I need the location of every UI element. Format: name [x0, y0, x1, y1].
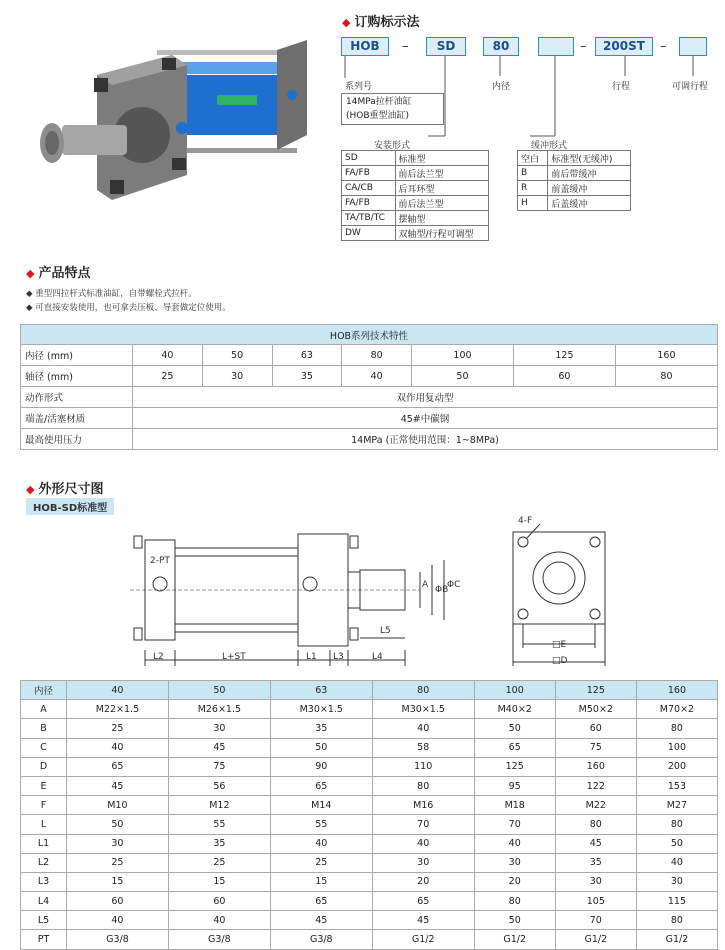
dim-cell: M30×1.5 — [270, 700, 372, 719]
dim-header-cell: 100 — [474, 681, 555, 700]
dim-cell: 70 — [555, 911, 636, 930]
dim-cell: M18 — [474, 796, 555, 815]
dim-cell: 30 — [372, 853, 474, 872]
dim-header-cell: 50 — [168, 681, 270, 700]
dim-header-cell: 40 — [66, 681, 168, 700]
spec-header-row — [21, 325, 718, 345]
spec-cell: 30 — [202, 366, 272, 387]
dim-cell: 40 — [270, 834, 372, 853]
dim-cell: G3/8 — [168, 930, 270, 949]
series-desc-line: (HOB重型油缸) — [346, 111, 410, 121]
dim-cell: 115 — [636, 892, 717, 911]
dim-cell: 55 — [168, 815, 270, 834]
dim-row — [21, 738, 718, 757]
dim-cell: 90 — [270, 757, 372, 776]
cushion-row — [518, 196, 631, 211]
dim-cell: 75 — [168, 757, 270, 776]
dim-cell: 40 — [372, 834, 474, 853]
spec-cell: 60 — [513, 366, 615, 387]
dim-row — [21, 853, 718, 872]
dim-cell: 105 — [555, 892, 636, 911]
dim-cell: 125 — [474, 757, 555, 776]
label-mount: 安装形式 — [374, 141, 411, 151]
mount-desc: 前后法兰型 — [395, 166, 489, 181]
dim-cell: G1/2 — [636, 930, 717, 949]
dim-row — [21, 872, 718, 891]
dim-cell: 110 — [372, 757, 474, 776]
dim-cell: A — [21, 700, 67, 719]
dim-cell: 45 — [555, 834, 636, 853]
code-stroke: 200ST — [595, 37, 653, 56]
mount-code: TA/TB/TC — [342, 211, 396, 226]
dim-cell: 45 — [270, 911, 372, 930]
spec-cell: 50 — [202, 345, 272, 366]
code-bore: 80 — [483, 37, 519, 56]
dim-cell: 30 — [636, 872, 717, 891]
series-desc-box — [341, 93, 444, 125]
label-cushion: 缓冲形式 — [531, 141, 568, 151]
dim-cell: 45 — [168, 738, 270, 757]
dim-cell: G3/8 — [66, 930, 168, 949]
dim-label: L5 — [380, 626, 391, 636]
dim-cell: 75 — [555, 738, 636, 757]
cushion-code: 空白 — [518, 151, 548, 166]
dim-cell: 30 — [168, 719, 270, 738]
dim-cell: 65 — [66, 757, 168, 776]
dim-cell: 80 — [555, 815, 636, 834]
dimension-table — [20, 680, 718, 950]
spec-cell: 80 — [342, 345, 412, 366]
dim-label: L4 — [372, 652, 383, 662]
dim-header-cell: 内径 — [21, 681, 67, 700]
outline-title: ◆ 外形尺寸图 — [26, 482, 104, 497]
dim-cell: 160 — [555, 757, 636, 776]
cushion-desc: 标准型(无缓冲) — [548, 151, 631, 166]
spec-row — [21, 408, 718, 429]
dim-cell: M40×2 — [474, 700, 555, 719]
dim-cell: 60 — [66, 892, 168, 911]
dim-cell: G1/2 — [474, 930, 555, 949]
dim-cell: 45 — [372, 911, 474, 930]
dim-header-cell: 80 — [372, 681, 474, 700]
spec-row — [21, 345, 718, 366]
cushion-row — [518, 166, 631, 181]
dim-cell: G3/8 — [270, 930, 372, 949]
dim-cell: 80 — [636, 911, 717, 930]
mount-row — [342, 181, 489, 196]
dim-cell: 55 — [270, 815, 372, 834]
dim-cell: M22×1.5 — [66, 700, 168, 719]
dim-cell: M50×2 — [555, 700, 636, 719]
mount-row — [342, 166, 489, 181]
spec-cell: 80 — [615, 366, 717, 387]
mount-desc: 双轴型/行程可调型 — [395, 226, 489, 241]
dim-cell: 80 — [636, 719, 717, 738]
dim-cell: 153 — [636, 776, 717, 795]
spec-label: 端盖/活塞材质 — [21, 408, 133, 429]
dim-cell: E — [21, 776, 67, 795]
dim-cell: 35 — [555, 853, 636, 872]
code-mount: SD — [426, 37, 466, 56]
spec-label: 动作形式 — [21, 387, 133, 408]
dim-cell: M22 — [555, 796, 636, 815]
spec-cell: 63 — [272, 345, 342, 366]
dim-label: L+ST — [222, 652, 246, 662]
dim-label: A — [422, 580, 429, 590]
cushion-desc: 后盖缓冲 — [548, 196, 631, 211]
diamond-icon: ◆ — [342, 16, 351, 29]
dim-cell: 58 — [372, 738, 474, 757]
spec-cell: 160 — [615, 345, 717, 366]
dim-cell: 30 — [555, 872, 636, 891]
dim-row — [21, 834, 718, 853]
series-desc-line: 14MPa拉杆油缸 — [346, 97, 412, 107]
dim-cell: 40 — [372, 719, 474, 738]
cushion-code: B — [518, 166, 548, 181]
dim-cell: D — [21, 757, 67, 776]
dim-cell: 80 — [636, 815, 717, 834]
spec-cell: 双作用复动型 — [133, 387, 718, 408]
code-separator: – — [402, 39, 409, 54]
spec-cell: 40 — [342, 366, 412, 387]
dim-cell: 50 — [474, 911, 555, 930]
mount-row — [342, 226, 489, 241]
mount-row — [342, 151, 489, 166]
dim-cell: 95 — [474, 776, 555, 795]
dim-cell: 70 — [372, 815, 474, 834]
dim-cell: G1/2 — [555, 930, 636, 949]
dim-cell: 80 — [474, 892, 555, 911]
dim-cell: 50 — [474, 719, 555, 738]
dim-cell: M14 — [270, 796, 372, 815]
dim-cell: 30 — [66, 834, 168, 853]
mount-code: SD — [342, 151, 396, 166]
dim-cell: L1 — [21, 834, 67, 853]
dim-row — [21, 719, 718, 738]
mount-row — [342, 196, 489, 211]
dim-cell: 40 — [66, 738, 168, 757]
spec-cell: 35 — [272, 366, 342, 387]
dim-cell: F — [21, 796, 67, 815]
dim-label: □D — [552, 656, 568, 666]
dim-cell: 40 — [168, 911, 270, 930]
dim-cell: 122 — [555, 776, 636, 795]
dim-row — [21, 700, 718, 719]
mount-row — [342, 211, 489, 226]
dim-cell: 30 — [474, 853, 555, 872]
dim-row — [21, 911, 718, 930]
dim-cell: 65 — [270, 892, 372, 911]
product-photo — [22, 40, 312, 215]
dim-cell: 40 — [636, 853, 717, 872]
dim-cell: 25 — [270, 853, 372, 872]
spec-label: 内径 (mm) — [21, 345, 133, 366]
dim-cell: M70×2 — [636, 700, 717, 719]
dim-cell: 65 — [270, 776, 372, 795]
dim-cell: 35 — [270, 719, 372, 738]
cushion-code: H — [518, 196, 548, 211]
dim-cell: M10 — [66, 796, 168, 815]
spec-cell: 125 — [513, 345, 615, 366]
dim-label: ΦB — [435, 585, 449, 595]
spec-table — [20, 324, 718, 450]
dim-cell: 20 — [372, 872, 474, 891]
label-adj-stroke: 可调行程 — [672, 82, 709, 92]
cushion-row — [518, 151, 631, 166]
dim-cell: 60 — [555, 719, 636, 738]
dim-row — [21, 757, 718, 776]
dim-label: L1 — [306, 652, 317, 662]
dim-cell: 25 — [168, 853, 270, 872]
dim-cell: 50 — [66, 815, 168, 834]
dim-cell: 65 — [474, 738, 555, 757]
diamond-icon: ◆ — [26, 483, 35, 496]
dim-cell: 200 — [636, 757, 717, 776]
spec-row — [21, 387, 718, 408]
dim-cell: B — [21, 719, 67, 738]
cushion-table — [517, 150, 631, 211]
cushion-code: R — [518, 181, 548, 196]
spec-cell: 25 — [133, 366, 203, 387]
cushion-row — [518, 181, 631, 196]
code-separator: – — [660, 39, 667, 54]
dim-cell: 40 — [474, 834, 555, 853]
dim-cell: G1/2 — [372, 930, 474, 949]
dim-row — [21, 815, 718, 834]
label-bore: 内径 — [492, 82, 511, 92]
dim-header-cell: 160 — [636, 681, 717, 700]
dim-cell: M27 — [636, 796, 717, 815]
mount-code: FA/FB — [342, 166, 396, 181]
dim-label: L3 — [333, 652, 344, 662]
mount-code: CA/CB — [342, 181, 396, 196]
dim-row — [21, 776, 718, 795]
dim-cell: 80 — [372, 776, 474, 795]
spec-cell: 50 — [412, 366, 514, 387]
dim-cell: 60 — [168, 892, 270, 911]
code-cushion — [538, 37, 574, 56]
diamond-icon: ◆ — [26, 267, 35, 280]
dim-cell: 50 — [270, 738, 372, 757]
dim-row — [21, 930, 718, 949]
side-view-drawing — [120, 520, 480, 670]
dim-label: 2-PT — [150, 556, 170, 566]
mount-code: FA/FB — [342, 196, 396, 211]
feature-item: ◆ 可直接安装使用，也可拿去压板、导套做定位使用。 — [26, 303, 231, 313]
dim-cell: 56 — [168, 776, 270, 795]
spec-cell: 14MPa (正常使用范围：1~8MPa) — [133, 429, 718, 450]
mount-code: DW — [342, 226, 396, 241]
dim-cell: L3 — [21, 872, 67, 891]
code-separator: – — [580, 39, 587, 54]
dim-cell: M26×1.5 — [168, 700, 270, 719]
dim-label: 4-F — [518, 516, 533, 526]
dim-cell: M16 — [372, 796, 474, 815]
dim-cell: 40 — [66, 911, 168, 930]
dim-cell: 65 — [372, 892, 474, 911]
mount-desc: 摆轴型 — [395, 211, 489, 226]
dim-cell: 15 — [66, 872, 168, 891]
dim-cell: PT — [21, 930, 67, 949]
dim-cell: L — [21, 815, 67, 834]
dim-cell: 25 — [66, 853, 168, 872]
dim-header-row — [21, 681, 718, 700]
dim-cell: L5 — [21, 911, 67, 930]
spec-cell: 40 — [133, 345, 203, 366]
dim-cell: 25 — [66, 719, 168, 738]
outline-tag: HOB-SD标准型 — [26, 498, 114, 515]
dim-cell: 15 — [168, 872, 270, 891]
mount-desc: 前后法兰型 — [395, 196, 489, 211]
dim-label: □E — [552, 640, 567, 650]
cushion-desc: 前盖缓冲 — [548, 181, 631, 196]
dim-cell: 20 — [474, 872, 555, 891]
dim-cell: M30×1.5 — [372, 700, 474, 719]
mount-desc: 后耳环型 — [395, 181, 489, 196]
spec-label: 最高使用压力 — [21, 429, 133, 450]
spec-row — [21, 366, 718, 387]
spec-label: 轴径 (mm) — [21, 366, 133, 387]
features-title: ◆ 产品特点 — [26, 266, 91, 281]
dim-cell: C — [21, 738, 67, 757]
dim-label: ΦC — [447, 580, 461, 590]
spec-cell: 45#中碳钢 — [133, 408, 718, 429]
dim-row — [21, 892, 718, 911]
dim-cell: L4 — [21, 892, 67, 911]
dim-cell: L2 — [21, 853, 67, 872]
spec-title: HOB系列技术特性 — [21, 325, 718, 345]
dim-cell: 100 — [636, 738, 717, 757]
dim-header-cell: 63 — [270, 681, 372, 700]
dim-header-cell: 125 — [555, 681, 636, 700]
label-series: 系列号 — [345, 82, 373, 92]
dim-cell: M12 — [168, 796, 270, 815]
order-title: ◆ 订购标示法 — [342, 15, 420, 30]
cushion-desc: 前后带缓冲 — [548, 166, 631, 181]
dim-cell: 50 — [636, 834, 717, 853]
code-series: HOB — [341, 37, 389, 56]
dim-label: L2 — [153, 652, 164, 662]
dim-cell: 35 — [168, 834, 270, 853]
mount-table — [341, 150, 489, 241]
spec-cell: 100 — [412, 345, 514, 366]
dim-cell: 70 — [474, 815, 555, 834]
dim-cell: 45 — [66, 776, 168, 795]
dim-row — [21, 796, 718, 815]
dim-cell: 15 — [270, 872, 372, 891]
spec-row — [21, 429, 718, 450]
label-stroke: 行程 — [612, 82, 631, 92]
code-adj-stroke — [679, 37, 707, 56]
feature-item: ◆ 重型四拉杆式标准油缸，自带螺栓式拉杆。 — [26, 289, 197, 299]
mount-desc: 标准型 — [395, 151, 489, 166]
